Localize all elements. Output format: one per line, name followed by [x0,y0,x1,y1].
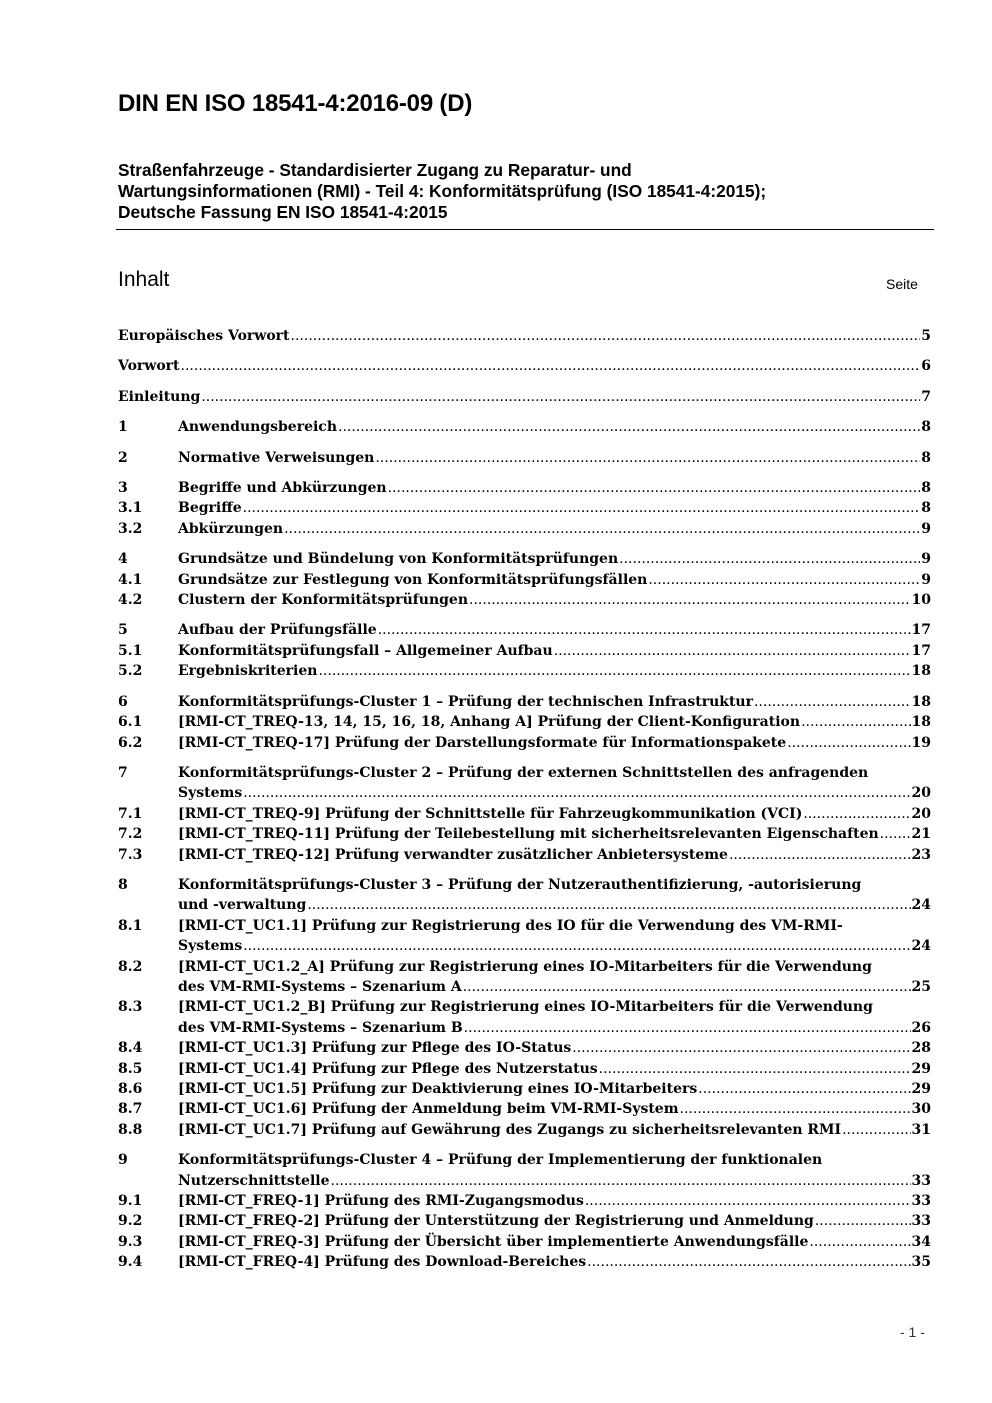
dot-leader [388,478,921,498]
toc-entry-page: 35 [911,1254,931,1271]
dot-leader [243,498,921,518]
toc-entry[interactable] [118,692,931,712]
subtitle-line: Wartungsinformationen (RMI) - Teil 4: Konformitätsprüfung (ISO 18541-4:2015); [118,181,767,201]
toc-entry-number: 1 [118,419,128,436]
toc-entry-number: 9 [118,1152,128,1169]
toc-entry-title: [RMI-CT_UC1.5] Prüfung zur Deaktivierung eines IO-Mitarbeiters [178,1081,698,1097]
toc-entry-number: 9.1 [118,1193,143,1210]
toc-entry[interactable] [118,570,931,590]
toc-entry[interactable] [118,549,931,569]
toc-entry-title-line: Konformitätsprüfungs-Cluster 4 – Prüfung der Implementierung der funktionalen [178,1152,823,1169]
toc-entry-number: 3.1 [118,500,143,517]
toc-entry[interactable] [118,1150,931,1191]
toc-entry-title: [RMI-CT_TREQ-11] Prüfung der Teilebestellung mit sicherheitsrelevanten Eigenschaften [178,826,879,843]
dot-leader [585,1191,911,1211]
toc-entry-title: Konformitätsprüfungsfall – Allgemeiner Aufbau [178,642,553,659]
toc-entry-title: [RMI-CT_UC1.4] Prüfung zur Pflege des Nutzerstatus [178,1060,598,1077]
page-column-label: Seite [886,276,918,292]
dot-leader [201,387,920,407]
toc-entry[interactable] [118,478,931,498]
dot-leader [587,1252,910,1272]
toc-entry[interactable] [118,824,931,844]
toc-entry-number: 8.3 [118,999,143,1016]
toc-entry-title: Konformitätsprüfungs-Cluster 1 – Prüfung der technischen Infrastruktur [178,693,753,710]
toc-entry-page: 9 [921,520,931,537]
toc-entry-page: 21 [911,826,931,843]
toc-entry-number: 9.3 [118,1233,143,1250]
toc-entry-number: 5 [118,622,128,639]
toc-entry[interactable] [118,1232,931,1252]
toc-entry-page: 33 [911,1193,931,1210]
toc-entry-number: 3 [118,480,128,497]
dot-leader [698,1079,910,1099]
toc-entry[interactable] [118,1079,931,1099]
toc-entry-page: 17 [911,622,931,639]
toc-entry-title: Systems [178,785,243,802]
toc-entry-number: 8.4 [118,1040,143,1057]
toc-entry[interactable] [118,519,931,539]
toc-entry-title: [RMI-CT_UC1.3] Prüfung zur Pflege des IO-Status [178,1040,572,1057]
toc-entry-page: 10 [911,592,931,609]
toc-entry-number: 8.6 [118,1081,143,1097]
toc-entry-page: 23 [911,846,931,863]
toc-entry-title-line: [RMI-CT_UC1.2_B] Prüfung zur Registrierung eines IO-Mitarbeiters für die Verwendung [178,999,873,1016]
toc-entry[interactable] [118,356,931,376]
dot-leader [680,1099,911,1119]
dot-leader [880,824,911,844]
toc-entry[interactable] [118,661,931,681]
dot-leader [815,1211,911,1231]
toc-entry[interactable] [118,1211,931,1231]
toc-entry-page: 8 [921,449,931,466]
toc-entry-page: 19 [911,734,931,751]
toc-entry-number: 9.2 [118,1213,143,1230]
dot-leader [378,620,911,640]
toc-entry-title: [RMI-CT_TREQ-9] Prüfung der Schnittstelle für Fahrzeugkommunikation (VCI) [178,805,803,822]
toc-entry-title: [RMI-CT_TREQ-13, 14, 15, 16, 18, Anhang A] Prüfung der Client-Konfiguration [178,714,801,731]
dot-leader [619,549,920,569]
toc-entry-page: 8 [921,419,931,436]
dot-leader [809,1232,910,1252]
toc-entry-page: 29 [911,1060,931,1077]
dot-leader [338,417,920,437]
toc-entry-number: 7 [118,764,128,781]
toc-entry-number: 4 [118,551,128,568]
toc-entry-page: 18 [911,693,931,710]
toc-entry-page: 29 [911,1081,931,1097]
toc-entry-title: des VM-RMI-Systems – Szenarium A [178,978,462,995]
dot-leader [842,1120,910,1140]
toc-entry-title: und -verwaltung [178,897,307,914]
subtitle-line: Deutsche Fassung EN ISO 18541-4:2015 [118,202,448,222]
dot-leader [463,977,911,997]
toc-entry-number: 7.3 [118,846,143,863]
dot-leader [572,1038,910,1058]
dot-leader [464,1018,911,1038]
toc-entry-title: [RMI-CT_FREQ-3] Prüfung der Übersicht über implementierte Anwendungsfälle [178,1233,809,1250]
toc-entry[interactable] [118,417,931,437]
dot-leader [375,448,920,468]
toc-entry-title: Einleitung [118,388,201,405]
toc-entry[interactable] [118,1099,931,1119]
toc-entry-number: 6.2 [118,734,143,751]
dot-leader [331,1171,911,1191]
footer-page-number: - 1 - [900,1324,925,1340]
toc-entry-title-line: Konformitätsprüfungs-Cluster 3 – Prüfung der Nutzerauthentifizierung, -autorisierung [178,876,862,893]
toc-entry-number: 9.4 [118,1254,143,1271]
toc-entry[interactable] [118,498,931,518]
toc-entry[interactable] [118,641,931,661]
toc-entry-page: 28 [911,1040,931,1057]
toc-entry-page: 30 [911,1101,931,1118]
toc-entry-number: 7.1 [118,805,143,822]
dot-leader [307,895,910,915]
toc-entry-page: 9 [921,551,931,568]
toc-entry[interactable] [118,1191,931,1211]
toc-heading: Inhalt [118,268,170,291]
toc-entry-title: Nutzerschnittstelle [178,1172,330,1189]
toc-entry-number: 8.2 [118,958,143,975]
toc-entry-page: 20 [911,805,931,822]
toc-entry-title: [RMI-CT_TREQ-12] Prüfung verwandter zusätzlicher Anbietersysteme [178,846,728,863]
toc-entry-title: Europäisches Vorwort [118,328,290,344]
toc-entry-title: [RMI-CT_UC1.6] Prüfung der Anmeldung beim VM-RMI-System [178,1101,679,1118]
toc-entry[interactable] [118,1059,931,1079]
toc-entry-title: Ergebniskriterien [178,663,318,680]
title-divider [116,229,934,230]
document-subtitle [118,160,933,223]
dot-leader [801,712,910,732]
toc-entry[interactable] [118,957,931,998]
toc-entry-number: 5.1 [118,642,143,659]
dot-leader [318,661,910,681]
toc-entry[interactable] [118,387,931,407]
toc-entry[interactable] [118,763,931,804]
dot-leader [284,519,920,539]
toc-entry-number: 7.2 [118,826,143,843]
toc-entry[interactable] [118,733,931,753]
toc-entry-number: 5.2 [118,663,143,680]
toc-entry-number: 4.2 [118,592,143,609]
table-of-contents [118,326,931,1273]
toc-entry-title: Grundsätze und Bündelung von Konformitätsprüfungen [178,551,619,568]
toc-entry-number: 6 [118,693,128,710]
dot-leader [754,692,911,712]
toc-entry-title-line: [RMI-CT_UC1.1] Prüfung zur Registrierung des IO für die Verwendung des VM-RMI- [178,917,843,934]
toc-entry-page: 8 [921,500,931,517]
toc-entry[interactable] [118,804,931,824]
toc-entry[interactable] [118,1252,931,1272]
dot-leader [648,570,920,590]
dot-leader [599,1059,911,1079]
dot-leader [787,733,910,753]
toc-entry-number: 6.1 [118,714,143,731]
toc-entry-number: 8.8 [118,1121,143,1138]
toc-entry-number: 8 [118,876,128,893]
toc-entry-page: 25 [911,978,931,995]
toc-entry-page: 17 [911,642,931,659]
toc-entry-number: 3.2 [118,520,143,537]
toc-entry[interactable] [118,997,931,1038]
toc-entry[interactable] [118,712,931,732]
toc-entry-page: 26 [911,1019,931,1036]
toc-entry-title: [RMI-CT_FREQ-4] Prüfung des Download-Bereiches [178,1254,587,1271]
toc-entry[interactable] [118,448,931,468]
toc-entry-title-line: Konformitätsprüfungs-Cluster 2 – Prüfung der externen Schnittstellen des anfragenden [178,764,869,781]
subtitle-line: Straßenfahrzeuge - Standardisierter Zugang zu Reparatur- und [118,160,632,180]
toc-entry-page: 31 [911,1121,931,1138]
toc-entry-title: Normative Verweisungen [178,449,375,466]
toc-entry-title: Begriffe und Abkürzungen [178,480,387,497]
dot-leader [291,326,921,346]
toc-entry-number: 8.7 [118,1101,143,1118]
dot-leader [243,783,910,803]
toc-entry-page: 33 [911,1213,931,1230]
toc-entry-title: Vorwort [118,358,180,375]
toc-entry-page: 18 [911,714,931,731]
toc-entry[interactable] [118,620,931,640]
toc-entry-title-line: [RMI-CT_UC1.2_A] Prüfung zur Registrierung eines IO-Mitarbeiters für die Verwendung [178,958,872,975]
toc-entry-page: 5 [921,328,931,344]
toc-entry[interactable] [118,326,931,346]
dot-leader [803,804,910,824]
toc-entry-title: [RMI-CT_FREQ-1] Prüfung des RMI-Zugangsmodus [178,1193,584,1210]
dot-leader [469,590,911,610]
toc-entry-title: Aufbau der Prüfungsfälle [178,622,377,639]
toc-entry-title: Abkürzungen [178,520,284,537]
toc-entry-number: 4.1 [118,571,143,588]
toc-entry-title: Grundsätze zur Festlegung von Konformitätsprüfungsfällen [178,571,648,588]
toc-entry-page: 34 [911,1233,931,1250]
toc-entry-page: 7 [921,388,931,405]
toc-entry[interactable] [118,845,931,865]
toc-entry-page: 9 [921,571,931,588]
toc-entry-page: 24 [911,938,931,955]
toc-entry-title: Anwendungsbereich [178,419,337,436]
toc-entry-number: 8.5 [118,1060,143,1077]
toc-entry-page: 6 [921,358,931,375]
toc-entry[interactable] [118,1038,931,1058]
toc-entry[interactable] [118,875,931,916]
toc-entry-number: 8.1 [118,917,143,934]
toc-entry-title: des VM-RMI-Systems – Szenarium B [178,1019,463,1036]
document-title: DIN EN ISO 18541-4:2016-09 (D) [118,90,473,117]
toc-entry-number: 2 [118,449,128,466]
toc-entry-page: 24 [911,897,931,914]
toc-entry-page: 8 [921,480,931,497]
toc-entry-title: Clustern der Konformitätsprüfungen [178,592,469,609]
dot-leader [181,356,921,376]
toc-entry-page: 33 [911,1172,931,1189]
toc-entry[interactable] [118,916,931,957]
toc-entry[interactable] [118,590,931,610]
dot-leader [554,641,911,661]
dot-leader [243,936,910,956]
dot-leader [729,845,911,865]
toc-entry-title: [RMI-CT_UC1.7] Prüfung auf Gewährung des Zugangs zu sicherheitsrelevanten RMI [178,1121,842,1138]
toc-entry-title: Systems [178,938,243,955]
toc-entry-page: 20 [911,785,931,802]
toc-entry[interactable] [118,1120,931,1140]
toc-entry-title: [RMI-CT_FREQ-2] Prüfung der Unterstützung der Registrierung und Anmeldung [178,1213,814,1230]
toc-entry-title: Begriffe [178,500,242,517]
toc-entry-page: 18 [911,663,931,680]
toc-entry-title: [RMI-CT_TREQ-17] Prüfung der Darstellungsformate für Informationspakete [178,734,787,751]
